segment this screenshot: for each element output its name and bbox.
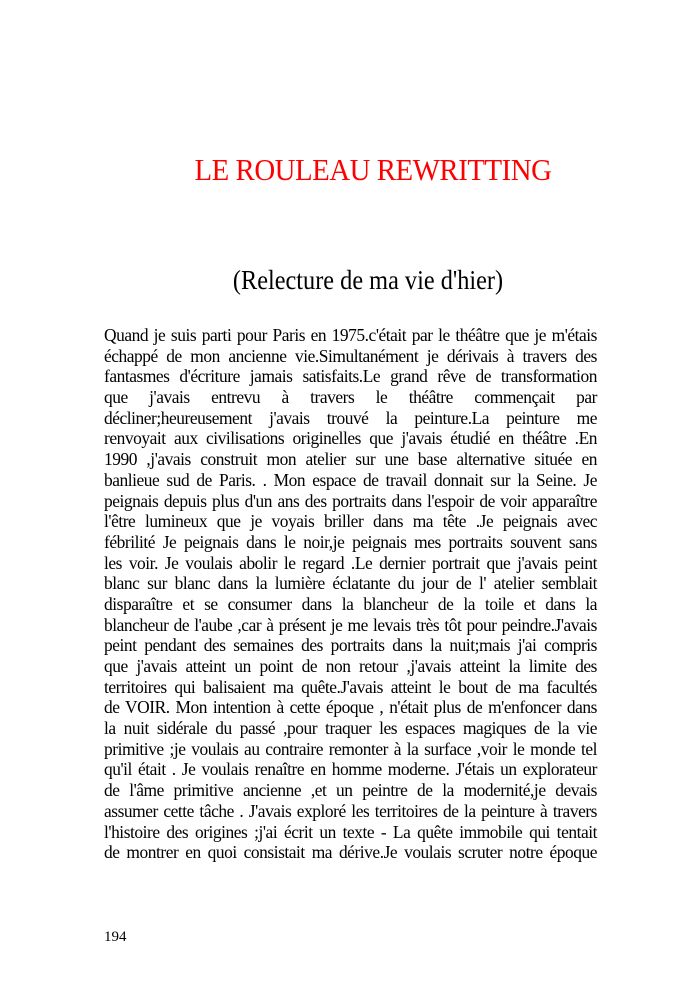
text-line: les voir. Je voulais abolir le regard .Le dernier portrait que j'avais peint xyxy=(104,552,597,573)
text-line: de montrer en quoi consistait ma dérive.Je voulais scruter notre époque xyxy=(104,842,597,863)
text-line: que j'avais entrevu à travers le théâtre commençait par xyxy=(104,387,597,408)
text-line: peignais depuis plus d'un ans des portraits dans l'espoir de voir apparaître xyxy=(104,490,597,511)
text-line: 1990 ,j'avais construit mon atelier sur une base alternative située en xyxy=(104,449,597,470)
text-line: territoires qui balisaient ma quête.J'avais atteint le bout de ma facultés xyxy=(104,676,597,697)
text-line: primitive ;je voulais au contraire remonter à la surface ,voir le monde tel xyxy=(104,738,597,759)
text-line: échappé de mon ancienne vie.Simultanément je dérivais à travers des xyxy=(104,345,597,366)
page-title: LE ROULEAU REWRITTING xyxy=(194,152,552,187)
text-line: assumer cette tâche . J'avais exploré les territoires de la peinture à travers xyxy=(104,800,597,821)
text-line: blanc sur blanc dans la lumière éclatante du jour de l' atelier semblait xyxy=(104,573,597,594)
text-line: peint pendant des semaines des portraits dans la nuit;mais j'ai compris xyxy=(104,635,597,656)
text-line: fantasmes d'écriture jamais satisfaits.Le grand rêve de transformation xyxy=(104,366,597,387)
text-line: banlieue sud de Paris. . Mon espace de travail donnait sur la Seine. Je xyxy=(104,469,597,490)
text-line: décliner;heureusement j'avais trouvé la peinture.La peinture me xyxy=(104,407,597,428)
text-line: blancheur de l'aube ,car à présent je me levais très tôt pour peindre.J'avais xyxy=(104,614,597,635)
text-line: l'être lumineux que je voyais briller dans ma tête .Je peignais avec xyxy=(104,511,597,532)
text-line: que j'avais atteint un point de non retour ,j'avais atteint la limite des xyxy=(104,656,597,676)
text-line: disparaître et se consumer dans la blancheur de la toile et dans la xyxy=(104,593,597,614)
text-line: la nuit sidérale du passé ,pour traquer les espaces magiques de la vie xyxy=(104,718,597,739)
text-line: qu'il était . Je voulais renaître en homme moderne. J'étais un explorateur xyxy=(104,759,597,780)
text-line: de l'âme primitive ancienne ,et un peintre de la modernité,je devais xyxy=(104,780,597,801)
text-line: renvoyait aux civilisations originelles que j'avais étudié en théâtre .En xyxy=(104,428,597,449)
page-subtitle: (Relecture de ma vie d'hier) xyxy=(232,265,504,295)
text-line: Quand je suis parti pour Paris en 1975.c'était par le théâtre que je m'étais xyxy=(104,325,597,345)
text-line: fébrilité Je peignais dans le noir,je peignais mes portraits souvent sans xyxy=(104,531,597,552)
text-line: de VOIR. Mon intention à cette époque , n'était plus de m'enfoncer dans xyxy=(104,697,597,718)
body-paragraph xyxy=(104,325,597,863)
text-line: l'histoire des origines ;j'ai écrit un texte - La quête immobile qui tentait xyxy=(104,821,597,842)
page-number: 194 xyxy=(104,929,127,945)
